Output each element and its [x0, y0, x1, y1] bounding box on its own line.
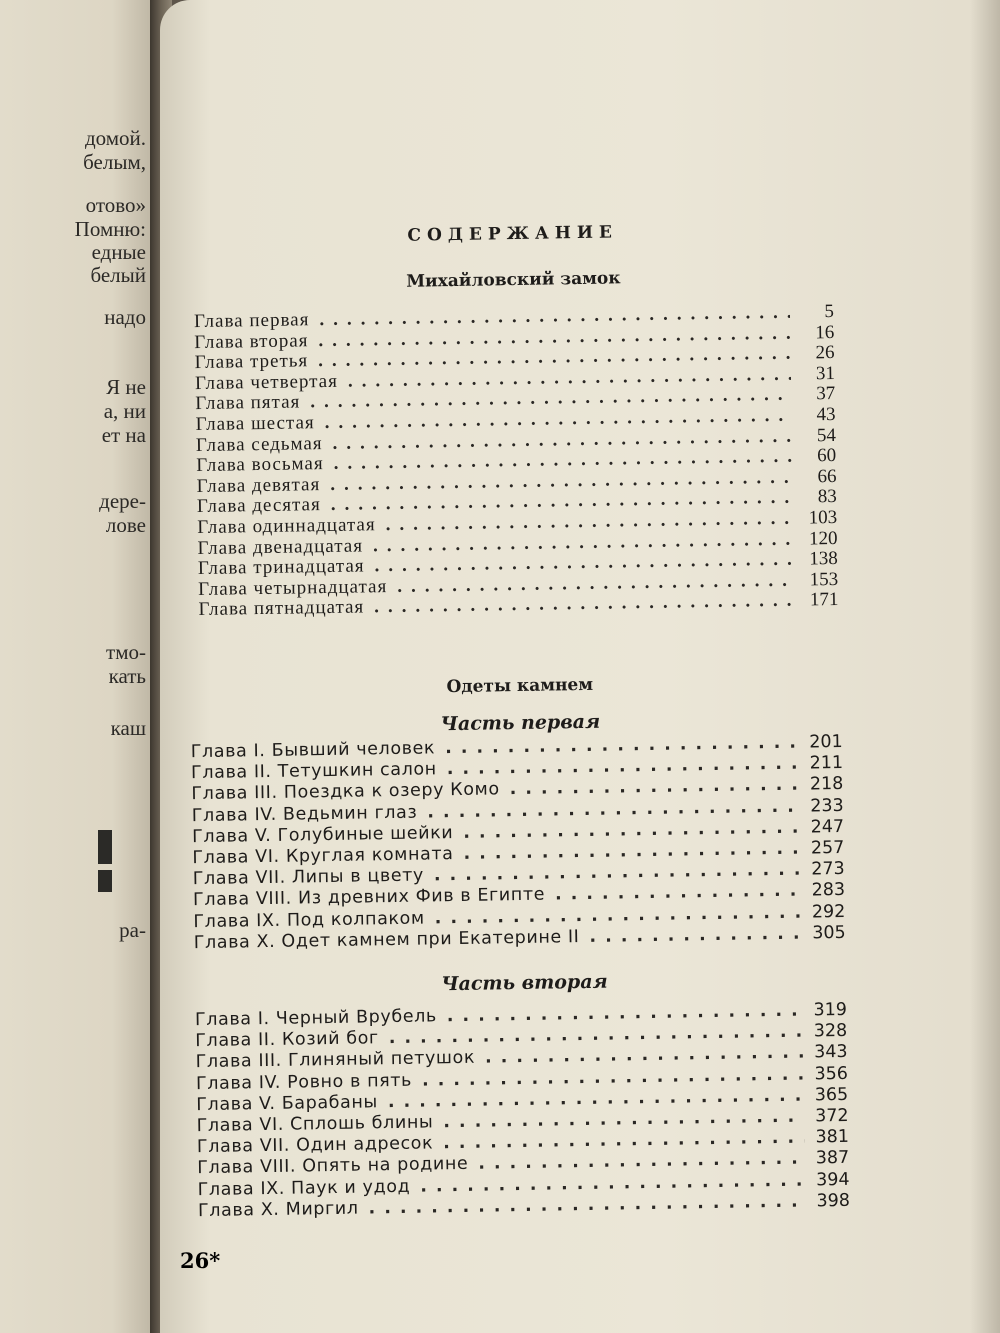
- toc-entry-page: 398: [816, 1190, 851, 1212]
- toc-entry-page: 247: [810, 816, 845, 838]
- toc-entry-label: Глава первая: [193, 309, 310, 333]
- toc-entry-page: 103: [808, 506, 838, 529]
- toc-entry-page: 283: [811, 880, 846, 901]
- left-page-line: кать: [108, 664, 146, 688]
- toc-entry-label: Глава четвертая: [194, 370, 339, 394]
- left-page-line: домой.: [84, 126, 146, 150]
- toc-entry-label: Глава II. Козий бог: [195, 1028, 379, 1052]
- toc-entry-page: 120: [808, 527, 838, 550]
- part-title: Часть вторая: [441, 970, 608, 996]
- left-page-line: лове: [105, 513, 146, 537]
- dot-leader: [589, 922, 802, 947]
- toc-entry-label: Глава тринадцатая: [197, 555, 365, 580]
- toc-entry-page: 66: [817, 465, 837, 488]
- toc-entry-page: 26: [815, 342, 835, 364]
- toc-entry-label: Глава I. Бывший человек: [190, 738, 436, 763]
- toc-entry-label: Глава X. Одет камнем при Екатерине II: [193, 926, 580, 953]
- toc-entry-page: 387: [815, 1148, 850, 1169]
- toc-entry-label: Глава третья: [194, 350, 309, 374]
- toc-entry-page: 83: [817, 486, 838, 508]
- left-page-line: Помню:: [74, 217, 146, 241]
- toc-entry-label: Глава VII. Липы в цвету: [192, 865, 425, 890]
- left-page-line: каш: [110, 716, 146, 740]
- toc-entry-page: 218: [809, 774, 844, 795]
- toc-entry-page: 305: [812, 922, 846, 944]
- toc-entry-page: 43: [816, 404, 836, 426]
- toc-entry-label: Глава III. Глиняный петушок: [195, 1048, 476, 1073]
- toc-entry-label: Глава IX. Паук и удод: [197, 1176, 411, 1200]
- toc-entry-page: 365: [814, 1084, 849, 1106]
- toc-entry-label: Глава девятая: [196, 473, 321, 497]
- left-page-line: белым,: [83, 150, 146, 174]
- toc-entry-page: 328: [813, 1021, 848, 1042]
- signature-mark: 26*: [180, 1248, 221, 1273]
- toc-entry-label: Глава II. Тетушкин салон: [190, 759, 437, 784]
- toc-entry-label: Глава I. Черный Врубель: [194, 1006, 437, 1031]
- left-page-line: едные: [91, 240, 146, 264]
- toc-entry-page: 211: [809, 753, 844, 774]
- toc-entry-label: Глава четырнадцатая: [198, 575, 388, 600]
- toc-entry-label: Глава VI. Круглая комната: [192, 844, 454, 869]
- toc-entry-label: Глава одиннадцатая: [197, 514, 376, 539]
- toc-title: СОДЕРЖАНИЕ: [407, 222, 619, 246]
- toc-entry-page: 394: [816, 1169, 850, 1190]
- toc-entry-page: 319: [813, 999, 848, 1021]
- toc-entry-label: Глава VI. Сплошь блины: [196, 1112, 434, 1137]
- toc-entry-label: Глава VII. Один адресок: [196, 1133, 434, 1158]
- toc-entry-label: Глава X. Миргил: [197, 1198, 359, 1221]
- left-page-line: ра-: [119, 918, 146, 942]
- toc-entry-page: 292: [811, 901, 846, 923]
- toc-entry-label: Глава IV. Ведьмин глаз: [191, 802, 418, 826]
- left-page-line: белый: [90, 263, 146, 287]
- left-page-line: а, ни: [103, 399, 146, 423]
- toc-entry-page: 54: [816, 424, 837, 446]
- toc-entry-label: Глава двенадцатая: [197, 535, 364, 559]
- toc-entry-label: Глава десятая: [196, 494, 321, 518]
- toc-entry-page: 37: [816, 383, 836, 405]
- toc-entry-page: 372: [815, 1105, 849, 1127]
- toc-entry-page: 273: [811, 859, 845, 880]
- toc-entry-label: Глава VIII. Из древних Фив в Египте: [192, 885, 546, 911]
- section-title: Одеты камнем: [446, 674, 594, 698]
- toc-entry-page: 153: [809, 568, 839, 591]
- toc-entry-page: 138: [809, 548, 838, 570]
- toc-entry-label: Глава IX. Под колпаком: [193, 908, 425, 932]
- toc-entry-label: Глава V. Барабаны: [196, 1092, 379, 1115]
- toc-entry-page: 257: [810, 837, 845, 859]
- toc-entry-page: 201: [809, 731, 843, 753]
- toc-entry-page: 60: [817, 445, 837, 467]
- toc-entry-page: 16: [815, 321, 835, 343]
- left-page-line: ет на: [101, 423, 146, 447]
- toc-entry-page: 171: [809, 589, 839, 611]
- toc-entry-label: Глава вторая: [194, 329, 309, 353]
- toc-entry-label: Глава шестая: [195, 412, 315, 436]
- toc-entry-label: Глава седьмая: [195, 432, 323, 456]
- section-title: Михайловский замок: [406, 268, 621, 292]
- toc-entry-label: Глава восьмая: [196, 453, 324, 477]
- toc-entry-label: Глава V. Голубиные шейки: [191, 822, 454, 847]
- toc-entry-page: 233: [810, 795, 844, 817]
- toc-entry-label: Глава III. Поездка к озеру Комо: [191, 779, 500, 805]
- toc-entry-page: 31: [815, 362, 836, 385]
- toc-entry-label: Глава пятая: [195, 391, 301, 415]
- left-page-line: отово»: [85, 193, 146, 217]
- toc-entry-label: Глава VIII. Опять на родине: [197, 1154, 469, 1179]
- part-title: Часть первая: [440, 710, 601, 736]
- toc-entry-label: Глава пятнадцатая: [198, 596, 365, 621]
- toc-entry-label: Глава IV. Ровно в пять: [195, 1070, 413, 1094]
- toc-entry-page: 343: [814, 1042, 848, 1063]
- toc-entry-page: 381: [815, 1127, 850, 1148]
- left-page-line: тмо-: [106, 640, 146, 664]
- toc-entry-page: 356: [814, 1063, 849, 1085]
- left-page-line: Я не: [106, 375, 146, 399]
- left-page-line: дере-: [99, 489, 146, 513]
- left-page-line: надо: [104, 305, 146, 329]
- toc-entry-page: 5: [824, 301, 835, 323]
